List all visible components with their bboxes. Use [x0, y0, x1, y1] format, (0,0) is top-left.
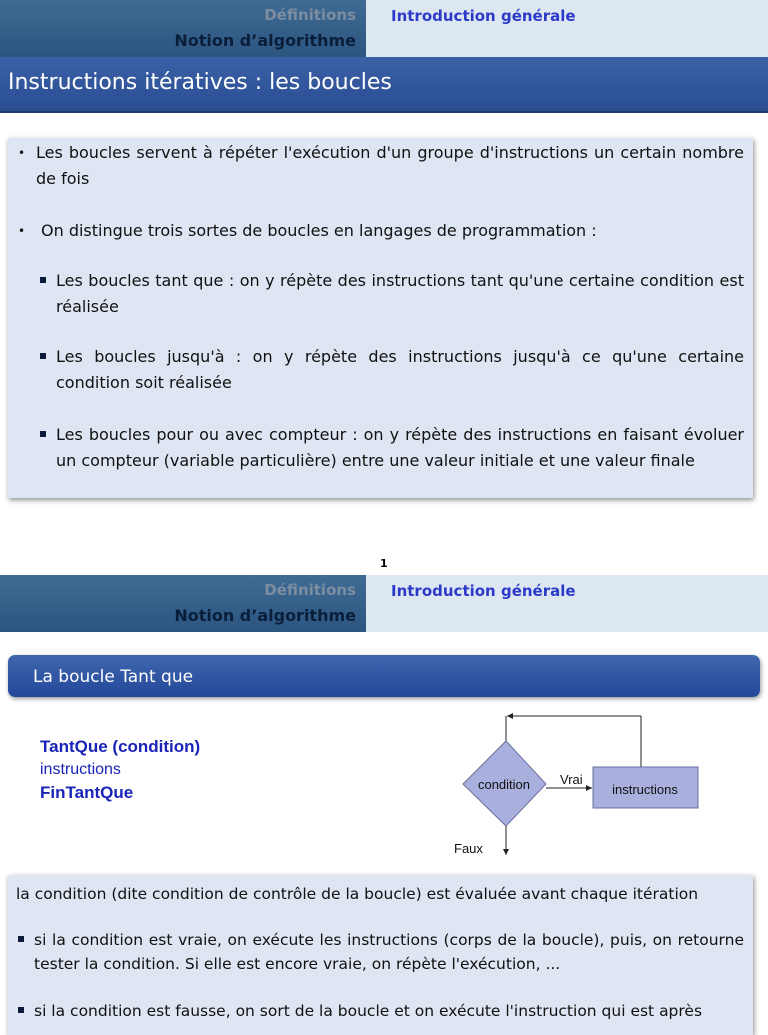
faux-label: Faux [454, 841, 483, 856]
page-number: 1 [380, 557, 388, 570]
subbullet-square [40, 353, 46, 359]
vrai-label: Vrai [560, 772, 583, 787]
header-definitions: Définitions [264, 6, 356, 24]
condition-intro: la condition (dite condition de contrôle de la boucle) est évaluée avant chaque itération [16, 885, 699, 903]
condition-label: condition [477, 777, 531, 792]
point-text: si la condition est fausse, on sort de la boucle et on exécute l'instruction qui est après [34, 1002, 703, 1020]
subbullet-square [40, 431, 46, 437]
slide-title: Instructions itératives : les boucles [8, 70, 392, 95]
while-loop-flowchart [440, 705, 720, 865]
explanation-box [8, 875, 753, 1035]
code-tantque: TantQue (condition) [40, 737, 201, 756]
code-instructions: instructions [40, 761, 121, 778]
header-introduction: Introduction générale [391, 582, 576, 600]
subbullet-text: Les boucles tant que : on y répète des instructions tant qu'une certaine condition est réalisée [56, 271, 744, 316]
header-right-panel [366, 575, 768, 632]
subbullet-text: Les boucles jusqu'à : on y répète des instructions jusqu'à ce qu'une certaine condition soit réalisée [56, 347, 744, 392]
header-left-panel [0, 0, 366, 57]
header-introduction: Introduction générale [391, 7, 576, 25]
slide2-header [0, 575, 768, 632]
header-definitions: Définitions [264, 581, 356, 599]
section-title: La boucle Tant que [33, 667, 194, 687]
header-left-panel [0, 575, 366, 632]
bullet-dot: • [18, 224, 26, 238]
instructions-label: instructions [612, 782, 678, 797]
bullet-text: Les boucles servent à répéter l'exécution d'un groupe d'instructions un certain nombre de fois [36, 143, 744, 188]
bullet-dot: • [18, 146, 26, 160]
bullet-text: On distingue trois sortes de boucles en langages de programmation : [41, 221, 597, 240]
slide-title-bar [0, 57, 768, 113]
header-right-panel [366, 0, 768, 57]
point-text: si la condition est vraie, on exécute les instructions (corps de la boucle), puis, on retourne tester la condition. Si elle est encore vraie, on répète l'exécution, ... [34, 931, 744, 973]
subbullet-square [40, 277, 46, 283]
header-notion: Notion d’algorithme [174, 31, 356, 50]
subbullet-text: Les boucles pour ou avec compteur : on y répète des instructions en faisant évoluer un compteur (variable particulière) entre une valeur initiale et une valeur finale [56, 425, 744, 470]
subbullet-square [18, 936, 24, 942]
subbullet-square [18, 1007, 24, 1013]
content-box [8, 138, 753, 498]
section-title-bar [8, 655, 760, 697]
slide1-header [0, 0, 768, 57]
header-notion: Notion d’algorithme [174, 606, 356, 625]
code-fintantque: FinTantQue [40, 783, 134, 802]
